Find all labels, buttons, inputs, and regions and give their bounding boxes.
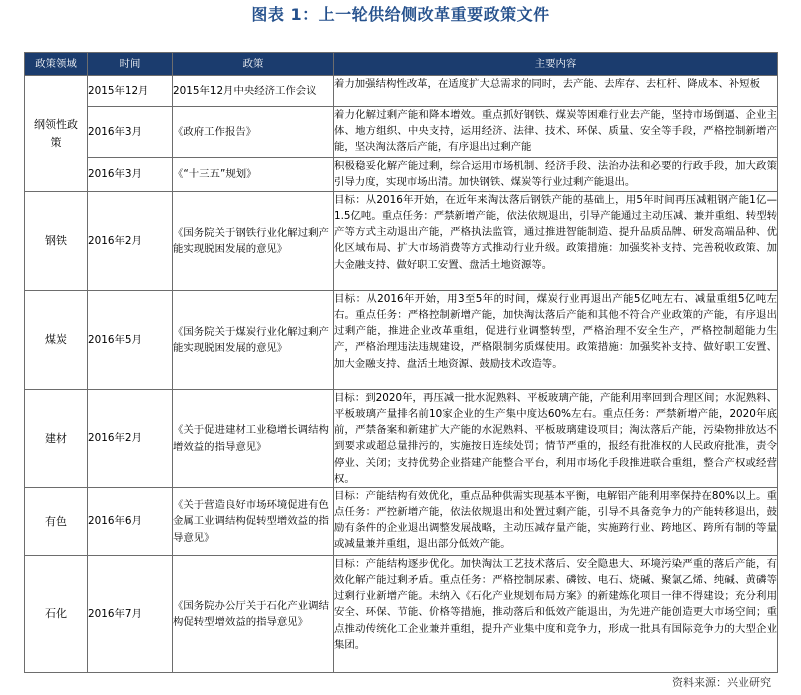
policy-cell: 《国务院办公厅关于石化产业调结构促转型增效益的指导意见》 <box>173 556 334 673</box>
policy-cell: 《国务院关于煤炭行业化解过剩产能实现脱困发展的意见》 <box>173 291 334 390</box>
time-cell: 2016年7月 <box>88 556 173 673</box>
category-cell: 石化 <box>25 556 88 673</box>
table-row <box>25 192 778 291</box>
content-cell: 目标：到2020年，再压减一批水泥熟料、平板玻璃产能，产能利用率回到合理区间；水泥熟料、平板玻璃产量排名前10家企业的生产集中度达60%左右。重点任务：严禁新增产能，2020年底前，严禁备案和新建扩大产能的水泥熟料、平板玻璃建设项目；淘汰落后产能，污染物排放达不到要求或超总量排污的，实施按日连续处罚；情节严重的，报经有批准权的人民政府批准，责令停业、关闭；支持优势企业搭建产能整合平台，利用市场化手段推进联合重组，整合产权或经营权。 <box>334 390 778 488</box>
time-cell: 2016年5月 <box>88 291 173 390</box>
source-note: 资料来源：兴业研究 <box>672 676 771 689</box>
category-cell: 钢铁 <box>25 192 88 291</box>
content-cell: 目标：产能结构逐步优化。加快淘汰工艺技术落后、安全隐患大、环境污染严重的落后产能，有效化解产能过剩矛盾。重点任务：严格控制尿素、磷铵、电石、烧碱、聚氯乙烯、纯碱、黄磷等过剩行业新增产能。未纳入《石化产业规划布局方案》的新建炼化项目一律不得建设；充分利用安全、环保、节能、价格等措施，推动落后和低效产能退出，为先进产能创造更大市场空间；重点推动传统化工企业兼并重组，提升产业集中度和竞争力，形成一批具有国际竞争力的大型企业集团。 <box>334 556 778 673</box>
table-row <box>25 76 778 107</box>
content-cell: 目标：产能结构有效优化，重点品种供需实现基本平衡，电解铝产能利用率保持在80%以上。重点任务：严控新增产能，依法依规退出和处置过剩产能，引导不具备竞争力的产能转移退出，鼓励有条件的企业退出调整发展战略，主动压减存量产能，实施跨行业、跨地区、跨所有制的等量或减量兼并重组，退出部分低效产能。 <box>334 488 778 556</box>
header-policy: 政策 <box>173 53 334 76</box>
table-header-row <box>25 53 778 76</box>
content-cell: 着力化解过剩产能和降本增效。重点抓好钢铁、煤炭等困难行业去产能，坚持市场倒逼、企业主体、地方组织、中央支持，运用经济、法律、技术、环保、质量、安全等手段，严格控制新增产能，坚决淘汰落后产能，有序退出过剩产能 <box>334 107 778 158</box>
table-row <box>25 556 778 673</box>
header-time: 时间 <box>88 53 173 76</box>
policy-cell: 《政府工作报告》 <box>173 107 334 158</box>
time-cell: 2016年2月 <box>88 390 173 488</box>
time-cell: 2016年6月 <box>88 488 173 556</box>
header-content: 主要内容 <box>334 53 778 76</box>
content-cell: 积极稳妥化解产能过剩，综合运用市场机制、经济手段、法治办法和必要的行政手段，加大政策引导力度，实现市场出清。加快钢铁、煤炭等行业过剩产能退出。 <box>334 158 778 192</box>
category-cell: 有色 <box>25 488 88 556</box>
table-row <box>25 158 778 192</box>
time-cell: 2016年3月 <box>88 107 173 158</box>
content-cell: 目标：从2016年开始，在近年来淘汰落后钢铁产能的基础上，用5年时间再压减粗钢产能1亿—1.5亿吨。重点任务：严禁新增产能，依法依规退出，引导产能通过主动压减、兼并重组、转型转产等方式主动退出产能，严格执法监管，通过推进智能制造、提升品质品牌、研发高端品种、优化区域布局、扩大市场消费等方式推动行业升级。政策措施：加强奖补支持、完善税收政策、加大金融支持、做好职工安置、盘活土地资源等。 <box>334 192 778 291</box>
table-row <box>25 291 778 390</box>
category-cell: 纲领性政策 <box>25 76 88 192</box>
time-cell: 2015年12月 <box>88 76 173 107</box>
category-cell: 建材 <box>25 390 88 488</box>
table-row <box>25 488 778 556</box>
time-cell: 2016年2月 <box>88 192 173 291</box>
policy-cell: 2015年12月中央经济工作会议 <box>173 76 334 107</box>
header-field: 政策领域 <box>25 53 88 76</box>
policy-cell: 《关于营造良好市场环境促进有色金属工业调结构促转型增效益的指导意见》 <box>173 488 334 556</box>
policy-cell: 《国务院关于钢铁行业化解过剩产能实现脱困发展的意见》 <box>173 192 334 291</box>
table-row <box>25 107 778 158</box>
policy-cell: 《“十三五”规划》 <box>173 158 334 192</box>
content-cell: 目标：从2016年开始，用3至5年的时间，煤炭行业再退出产能5亿吨左右、减量重组5亿吨左右。重点任务：严格控制新增产能，加快淘汰落后产能和其他不符合产业政策的产能，有序退出过剩产能，推进企业改革重组，促进行业调整转型，严格治理不安全生产，严格控制超能力生产，严格治理违法违规建设，严格限制劣质煤使用。政策措施：加强奖补支持、做好职工安置、加大金融支持、盘活土地资源、鼓励技术改造等。 <box>334 291 778 390</box>
content-cell: 着力加强结构性改革，在适度扩大总需求的同时，去产能、去库存、去杠杆、降成本、补短板 <box>334 76 778 107</box>
time-cell: 2016年3月 <box>88 158 173 192</box>
policy-table <box>24 52 778 673</box>
policy-cell: 《关于促进建材工业稳增长调结构增效益的指导意见》 <box>173 390 334 488</box>
table-row <box>25 390 778 488</box>
category-cell: 煤炭 <box>25 291 88 390</box>
page-title: 图表 1：上一轮供给侧改革重要政策文件 <box>251 5 550 24</box>
